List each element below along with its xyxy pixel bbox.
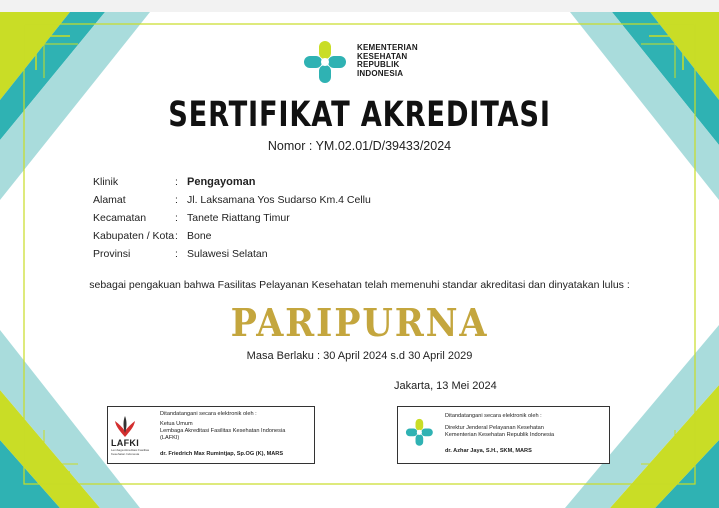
lafki-logo-icon <box>112 415 138 439</box>
ministry-line: KEMENTERIAN <box>357 43 418 52</box>
info-label: Provinsi <box>93 248 131 260</box>
lafki-logo-text: LAFKI <box>111 438 139 448</box>
info-value: Tanete Riattang Timur <box>187 212 290 224</box>
signer-role: Kementerian Kesehatan Republik Indonesia <box>445 432 555 438</box>
accreditation-status: PARIPURNA <box>230 300 489 345</box>
signature-box-lafki <box>107 406 315 464</box>
ministry-line: INDONESIA <box>357 68 404 78</box>
lafki-logo-subtext: Lembaga Akreditasi Fasilitas Kesehatan Indonesia <box>111 448 150 456</box>
certificate-title: SERTIFIKAT AKREDITASI <box>168 95 551 135</box>
signer-name: dr. Azhar Jaya, S.H., SKM, MARS <box>445 448 532 454</box>
signer-role: Ketua Umum <box>160 421 193 427</box>
signed-note: Ditandatangani secara elektronik oleh : <box>445 413 542 419</box>
signer-role: Direktur Jenderal Pelayanan Kesehatan <box>445 425 544 431</box>
info-label: Kecamatan <box>93 212 147 224</box>
signer-role: Lembaga Akreditasi Fasilitas Kesehatan Indonesia <box>160 428 286 434</box>
signed-note: Ditandatangani secara elektronik oleh : <box>160 411 257 417</box>
signature-box-kemenkes <box>397 406 610 464</box>
accreditation-statement: sebagai pengakuan bahwa Fasilitas Pelayanan Kesehatan telah memenuhi standar akreditasi dan dinyatakan lulus : <box>89 279 630 291</box>
ministry-line: REPUBLIK <box>357 60 400 69</box>
info-separator: : <box>175 230 178 242</box>
ministry-line: KESEHATAN <box>357 51 408 61</box>
info-separator: : <box>175 176 178 188</box>
info-separator: : <box>175 194 178 206</box>
kemenkes-logo-icon <box>301 38 351 88</box>
info-value: Sulawesi Selatan <box>187 248 268 260</box>
signer-name: dr. Friedrich Max Rumintjap, Sp.OG (K), MARS <box>160 451 284 457</box>
kemenkes-logo-icon <box>404 417 436 449</box>
certificate-number: Nomor : YM.02.01/D/39433/2024 <box>267 139 452 153</box>
info-value: Bone <box>187 230 212 242</box>
info-label: Alamat <box>93 194 126 206</box>
info-value: Jl. Laksamana Yos Sudarso Km.4 Cellu <box>187 194 371 206</box>
info-label: Klinik <box>93 176 119 188</box>
info-label: Kabupaten / Kota <box>93 230 175 242</box>
info-separator: : <box>175 248 178 260</box>
info-separator: : <box>175 212 178 224</box>
signer-role: (LAFKI) <box>160 435 180 441</box>
ministry-name <box>357 44 418 78</box>
validity-period: Masa Berlaku : 30 April 2024 s.d 30 April 2029 <box>246 350 473 362</box>
info-value: Pengayoman <box>187 176 256 188</box>
place-date: Jakarta, 13 Mei 2024 <box>394 380 497 392</box>
